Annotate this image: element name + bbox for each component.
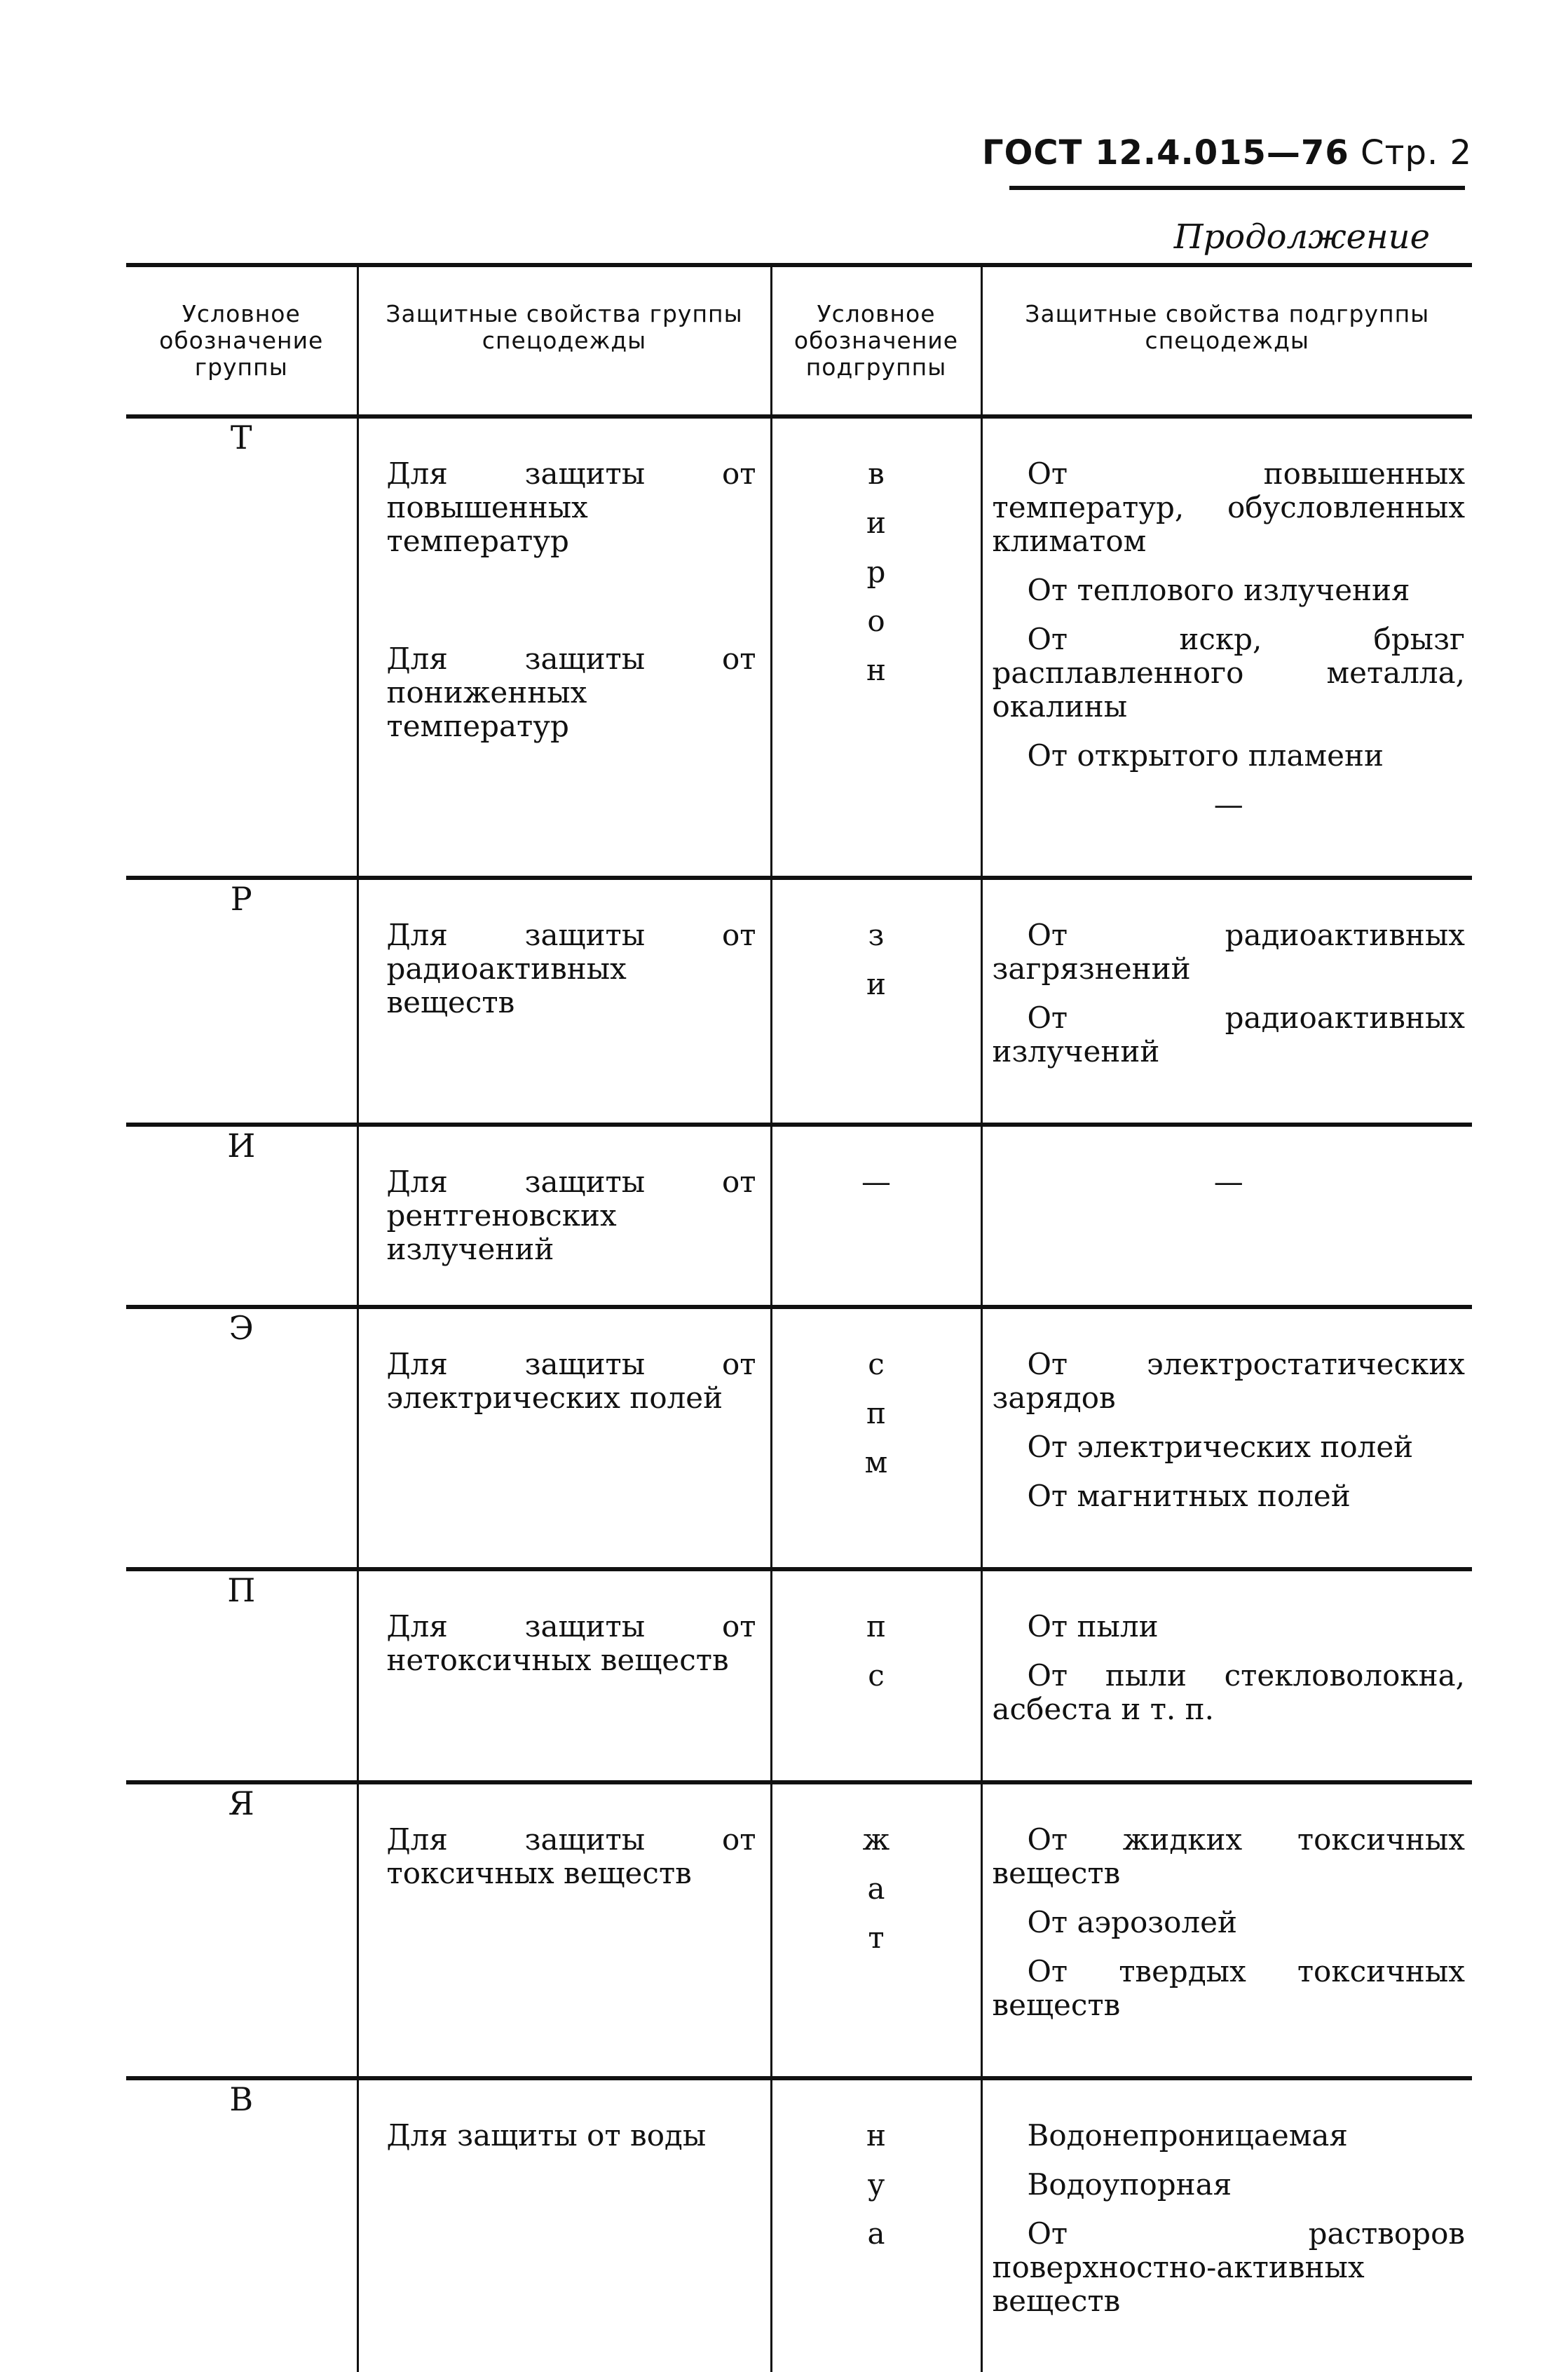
group-code: Э — [229, 1309, 254, 1347]
table-row — [126, 1307, 1472, 1569]
subgroup-property: Водонепроницаемая — [1027, 2118, 1348, 2153]
subgroup-property: От твердых токсичных веществ — [992, 1954, 1465, 2022]
subgroup-code: и — [866, 967, 886, 1001]
subgroup-properties-cell — [981, 416, 1472, 878]
subgroup-code: м — [864, 1445, 888, 1479]
subgroup-code: и — [866, 506, 886, 540]
subgroup-property: От аэрозолей — [1027, 1905, 1237, 1939]
group-description-cell — [357, 1307, 771, 1569]
header-rule — [1009, 186, 1465, 190]
group-code: Я — [228, 1784, 254, 1822]
column-header-group-code: Условное обозначение группы — [126, 265, 357, 416]
protection-table — [126, 263, 1472, 2372]
group-description: Для защиты от токсичных веществ — [386, 1822, 756, 1890]
subgroup-property: От магнитных полей — [1027, 1479, 1351, 1513]
group-code-cell — [126, 1569, 357, 1782]
subgroup-code: п — [866, 1609, 886, 1644]
group-description-cell — [357, 1782, 771, 2078]
group-code-cell — [126, 1782, 357, 2078]
subgroup-property: От повышенных температур, обусловленных климатом — [992, 456, 1465, 558]
table-row — [126, 416, 1472, 878]
subgroup-property: От электростатических зарядов — [992, 1347, 1465, 1415]
subgroup-code: с — [868, 1347, 885, 1381]
subgroup-properties-cell — [981, 1569, 1472, 1782]
group-description-cell — [357, 2078, 771, 2372]
group-code: П — [227, 1571, 256, 1609]
continuation-label: Продолжение — [1173, 217, 1430, 257]
subgroup-property: От пыли — [1027, 1609, 1159, 1644]
subgroup-codes-cell — [771, 878, 981, 1125]
subgroup-codes-cell — [771, 1307, 981, 1569]
subgroup-code: а — [867, 2216, 885, 2251]
subgroup-codes-cell — [771, 1125, 981, 1307]
subgroup-property: От жидких токсичных веществ — [992, 1822, 1465, 1890]
subgroup-property: От открытого пламени — [1027, 738, 1384, 773]
group-code: Р — [230, 880, 252, 918]
table-header-row — [126, 265, 1472, 416]
subgroup-property: От пыли стекловолокна, асбеста и т. п. — [992, 1658, 1465, 1726]
subgroup-properties-cell — [981, 1125, 1472, 1307]
subgroup-code: — — [861, 1165, 891, 1199]
subgroup-code: т — [868, 1920, 885, 1955]
subgroup-property: От электрических полей — [1027, 1430, 1414, 1464]
subgroup-properties-cell — [981, 1307, 1472, 1569]
subgroup-code: р — [866, 555, 886, 589]
subgroup-code: с — [868, 1658, 885, 1693]
subgroup-codes-cell — [771, 2078, 981, 2372]
group-description: Для защиты от нетоксичных веществ — [386, 1609, 756, 1677]
group-code: Т — [230, 419, 252, 456]
table-row — [126, 1569, 1472, 1782]
subgroup-code: н — [866, 653, 886, 687]
subgroup-code: ж — [862, 1822, 890, 1857]
subgroup-property: От теплового излучения — [1027, 573, 1410, 607]
group-description: Для защиты от рентгеновских излучений — [386, 1165, 756, 1266]
group-code-cell — [126, 878, 357, 1125]
table-row — [126, 2078, 1472, 2372]
column-header-group-properties: Защитные свойства группы спецодежды — [357, 265, 771, 416]
group-description-cell — [357, 1125, 771, 1307]
subgroup-codes-cell — [771, 416, 981, 878]
subgroup-code: в — [868, 456, 885, 491]
group-code: В — [229, 2080, 254, 2118]
table-row — [126, 878, 1472, 1125]
subgroup-property: Водоупорная — [1027, 2167, 1232, 2202]
subgroup-properties-cell — [981, 878, 1472, 1125]
table-row — [126, 1782, 1472, 2078]
table-row — [126, 1125, 1472, 1307]
subgroup-property: От растворов поверхностно-активных веществ — [992, 2216, 1465, 2318]
subgroup-property: — — [1213, 787, 1243, 822]
subgroup-codes-cell — [771, 1782, 981, 2078]
group-description-cell — [357, 416, 771, 878]
group-code-cell — [126, 416, 357, 878]
subgroup-property: — — [1213, 1165, 1243, 1199]
subgroup-code: а — [867, 1871, 885, 1906]
group-description: Для защиты от радиоактивных веществ — [386, 918, 756, 1019]
column-header-subgroup-code: Условное обозначение подгруппы — [771, 265, 981, 416]
subgroup-code: о — [867, 604, 885, 638]
subgroup-property: От радиоактивных загрязнений — [992, 918, 1465, 986]
subgroup-code: п — [866, 1396, 886, 1430]
page-header — [981, 133, 1472, 172]
group-description-cell — [357, 878, 771, 1125]
group-code-cell — [126, 2078, 357, 2372]
subgroup-properties-cell — [981, 2078, 1472, 2372]
subgroup-property: От искр, брызг расплавленного металла, окалины — [992, 622, 1465, 724]
group-description-cell — [357, 1569, 771, 1782]
subgroup-properties-cell — [981, 1782, 1472, 2078]
column-header-subgroup-properties: Защитные свойства подгруппы спецодежды — [981, 265, 1472, 416]
standard-number: ГОСТ 12.4.015—76 — [982, 133, 1349, 172]
group-description-secondary: Для защиты от пониженных температур — [386, 642, 756, 743]
group-code: И — [227, 1127, 256, 1165]
subgroup-property: От радиоактивных излучений — [992, 1001, 1465, 1069]
group-description: Для защиты от воды — [386, 2118, 707, 2153]
page-number: Стр. 2 — [1361, 133, 1472, 172]
group-description: Для защиты от повышенных температур — [386, 456, 756, 558]
subgroup-code: з — [868, 918, 885, 952]
subgroup-codes-cell — [771, 1569, 981, 1782]
group-code-cell — [126, 1125, 357, 1307]
group-code-cell — [126, 1307, 357, 1569]
group-description: Для защиты от электрических полей — [386, 1347, 756, 1415]
subgroup-code: у — [867, 2167, 885, 2202]
subgroup-code: н — [866, 2118, 886, 2153]
